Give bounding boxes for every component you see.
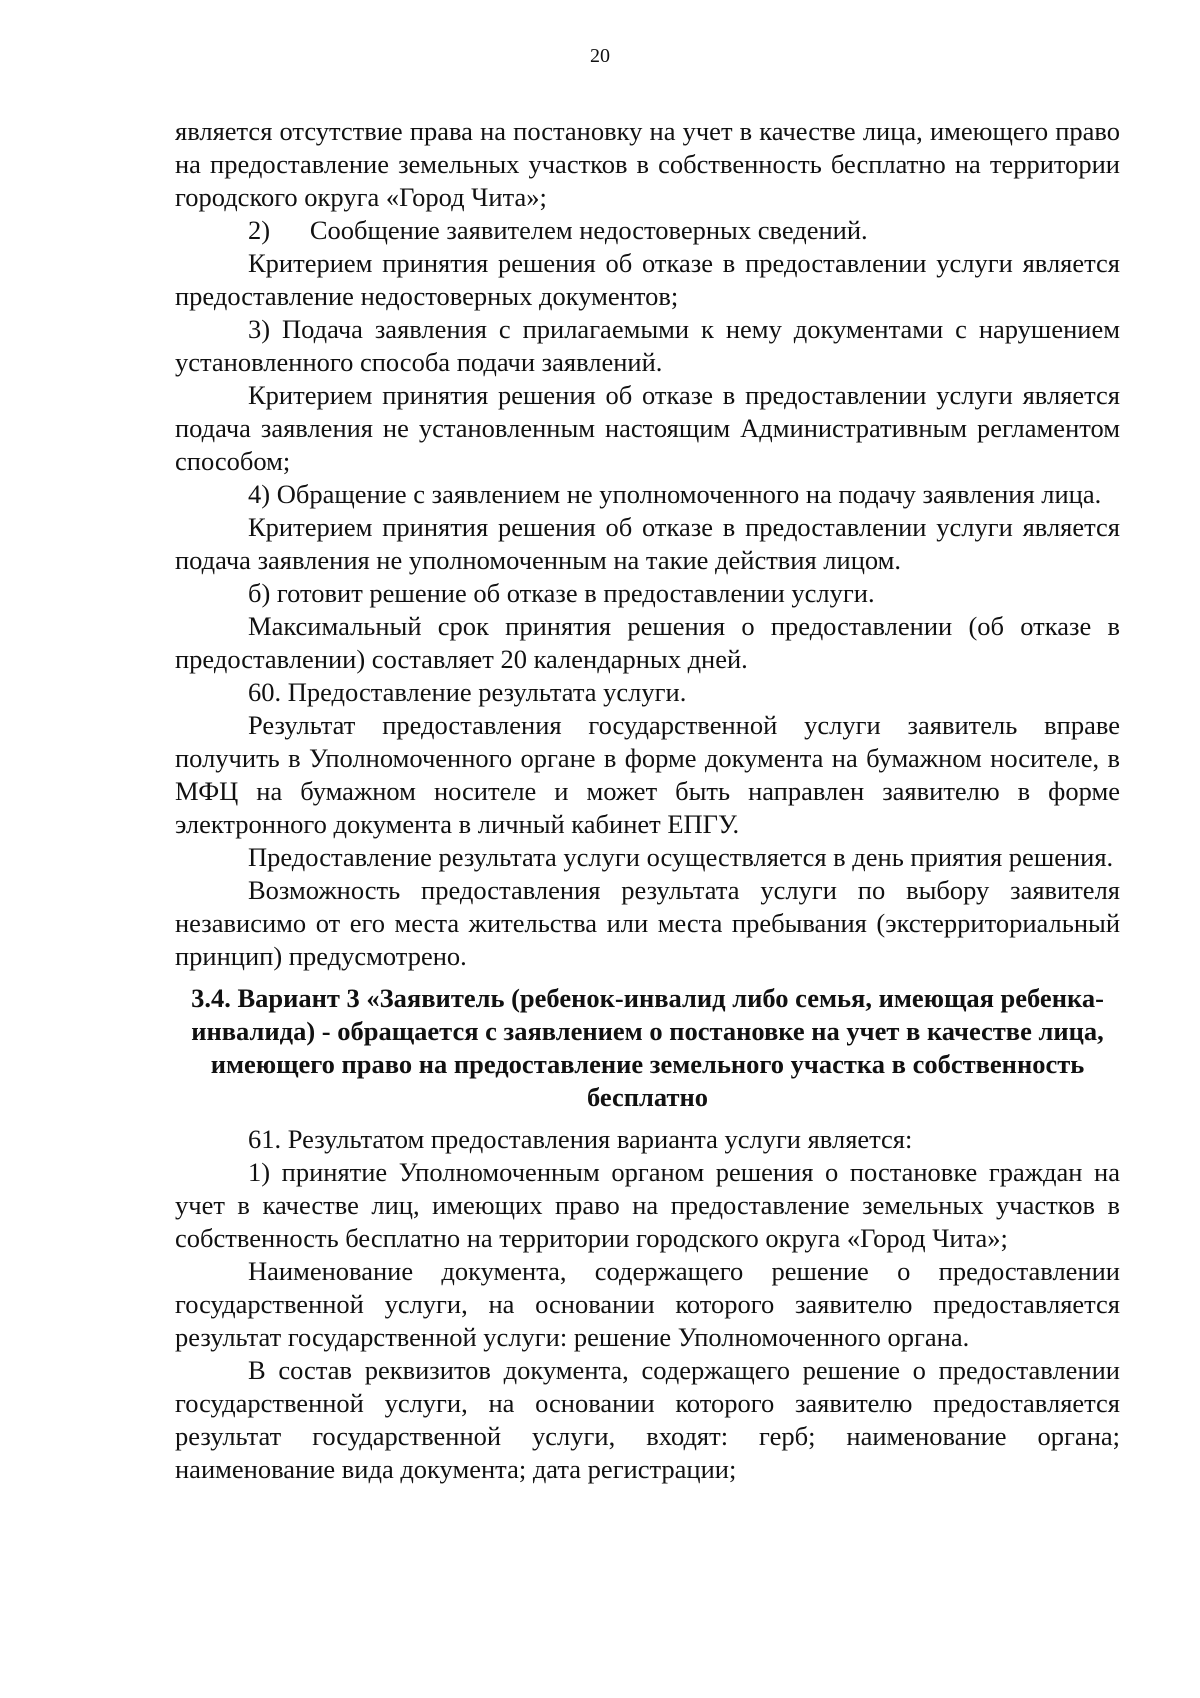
paragraph: 3) Подача заявления с прилагаемыми к нему документами с нарушением установленного способа подачи заявлений. xyxy=(175,314,1120,377)
paragraph: 4) Обращение с заявлением не уполномоченного на подачу заявления лица. xyxy=(248,479,1102,509)
paragraph: 2) Сообщение заявителем недостоверных сведений. xyxy=(248,215,868,245)
paragraph: Результат предоставления государственной услуги заявитель вправе получить в Уполномоченного органе в форме документа на бумажном носителе, в МФЦ на бумажном носителе и может быть направлен заявителю в форме электронного документа в личный кабинет ЕПГУ. xyxy=(175,710,1120,839)
paragraph: Критерием принятия решения об отказе в предоставлении услуги является предоставление недостоверных документов; xyxy=(175,248,1120,311)
section-heading: 3.4. Вариант 3 «Заявитель (ребенок-инвалид либо семья, имеющая ребенка-инвалида) - обращается с заявлением о постановке на учет в качестве лица, имеющего право на предоставление земельного участка в собственность бесплатно xyxy=(191,983,1104,1112)
paragraph: Предоставление результата услуги осуществляется в день приятия решения. xyxy=(248,842,1114,872)
page-number: 20 xyxy=(590,45,610,67)
paragraph: Критерием принятия решения об отказе в предоставлении услуги является подача заявления не установленным настоящим Административным регламентом способом; xyxy=(175,380,1120,476)
paragraph: 1) принятие Уполномоченным органом решения о постановке граждан на учет в качестве лиц, имеющих право на предоставление земельных участков в собственность бесплатно на территории городского округа «Город Чита»; xyxy=(175,1157,1120,1253)
paragraph: 61. Результатом предоставления варианта услуги является: xyxy=(248,1124,913,1154)
paragraph: Критерием принятия решения об отказе в предоставлении услуги является подача заявления не уполномоченным на такие действия лицом. xyxy=(175,512,1120,575)
paragraph: Максимальный срок принятия решения о предоставлении (об отказе в предоставлении) составляет 20 календарных дней. xyxy=(175,611,1120,674)
paragraph: 60. Предоставление результата услуги. xyxy=(248,677,687,707)
paragraph: Возможность предоставления результата услуги по выбору заявителя независимо от его места жительства или места пребывания (экстерриториальный принцип) предусмотрено. xyxy=(175,875,1120,971)
paragraph: В состав реквизитов документа, содержащего решение о предоставлении государственной услуги, на основании которого заявителю предоставляется результат государственной услуги, входят: герб; наименование органа; наименование вида документа; дата регистрации; xyxy=(175,1355,1120,1484)
paragraph: является отсутствие права на постановку на учет в качестве лица, имеющего право на предоставление земельных участков в собственность бесплатно на территории городского округа «Город Чита»; xyxy=(175,116,1120,212)
document-body xyxy=(175,115,1120,1486)
paragraph: б) готовит решение об отказе в предоставлении услуги. xyxy=(248,578,875,608)
paragraph: Наименование документа, содержащего решение о предоставлении государственной услуги, на основании которого заявителю предоставляется результат государственной услуги: решение Уполномоченного органа. xyxy=(175,1256,1120,1352)
